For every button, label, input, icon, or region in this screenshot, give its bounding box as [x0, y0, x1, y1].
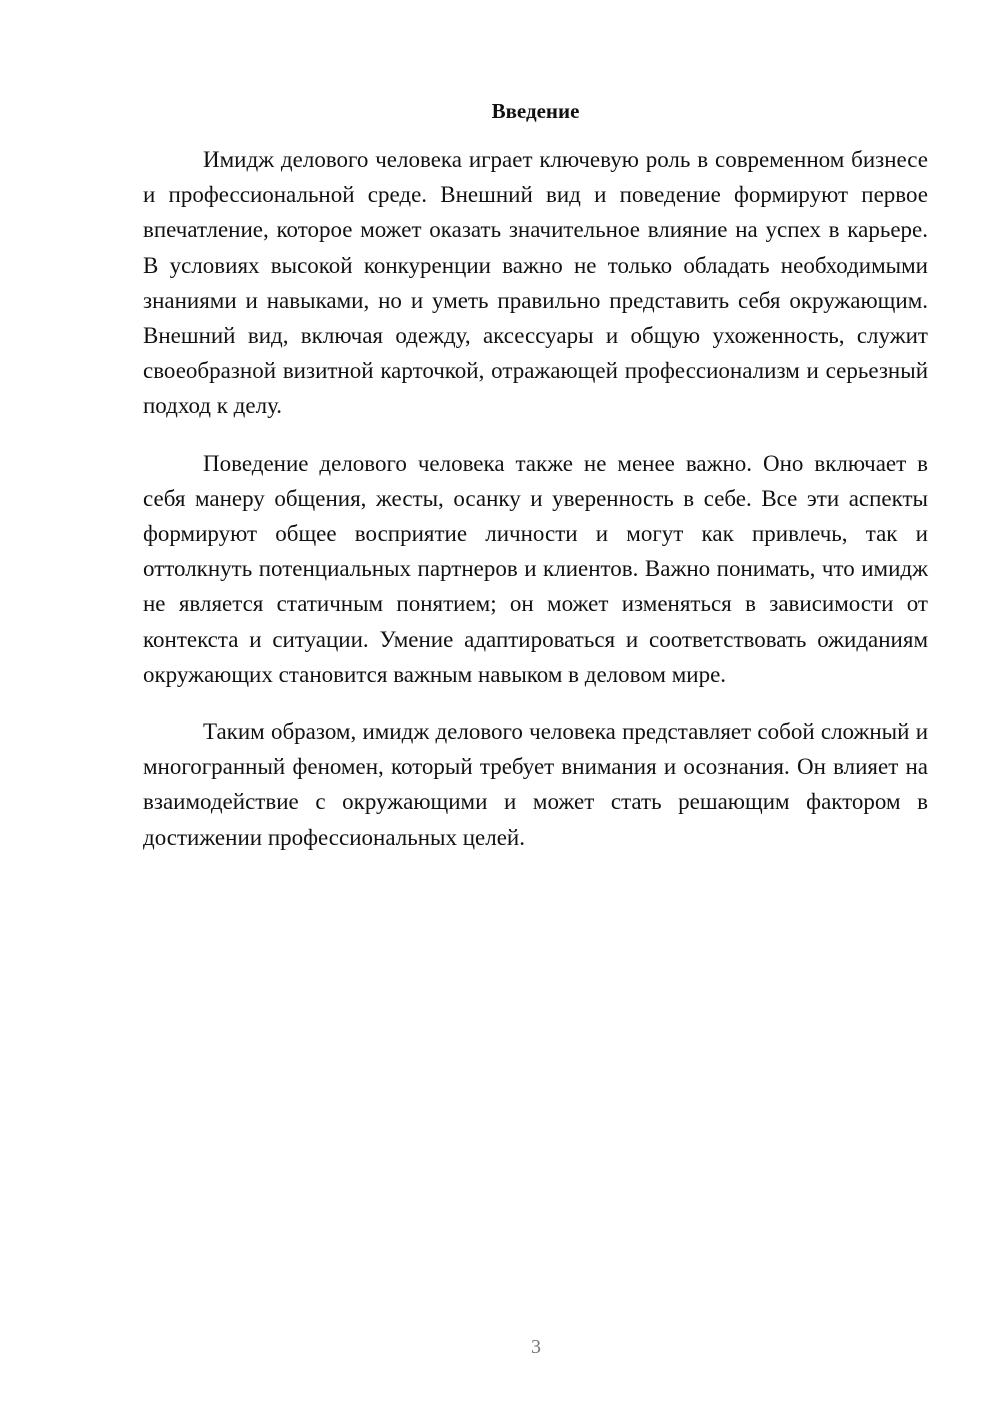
paragraph-2: Поведение делового человека также не менее важно. Оно включает в себя манеру общения, жесты, осанку и уверенность в себе. Все эти аспекты формируют общее восприятие личности и могут как привлечь, так и оттолкнуть потенциальных партнеров и клиентов. Важно понимать, что имидж не является статичным понятием; он может изменяться в зависимости от контекста и ситуации. Умение адаптироваться и соответствовать ожиданиям окружающих становится важным навыком в деловом мире.	[143, 450, 928, 687]
page-number: 3	[531, 1336, 541, 1358]
paragraph-3: Таким образом, имидж делового человека представляет собой сложный и многогранный феномен, который требует внимания и осознания. Он влияет на взаимодействие с окружающими и может стать решающим фактором в достижении профессиональных целей.	[143, 719, 928, 850]
section-title: Введение	[491, 99, 580, 123]
body-text	[143, 142, 928, 855]
paragraph-1: Имидж делового человека играет ключевую роль в современном бизнесе и профессиональной среде. Внешний вид и поведение формируют первое впечатление, которое может оказать значительное влияние на успех в карьере. В условиях высокой конкуренции важно не только обладать необходимыми знаниями и навыками, но и уметь правильно представить себя окружающим. Внешний вид, включая одежду, аксессуары и общую ухоженность, служит своеобразной визитной карточкой, отражающей профессионализм и серьезный подход к делу.	[143, 147, 928, 419]
